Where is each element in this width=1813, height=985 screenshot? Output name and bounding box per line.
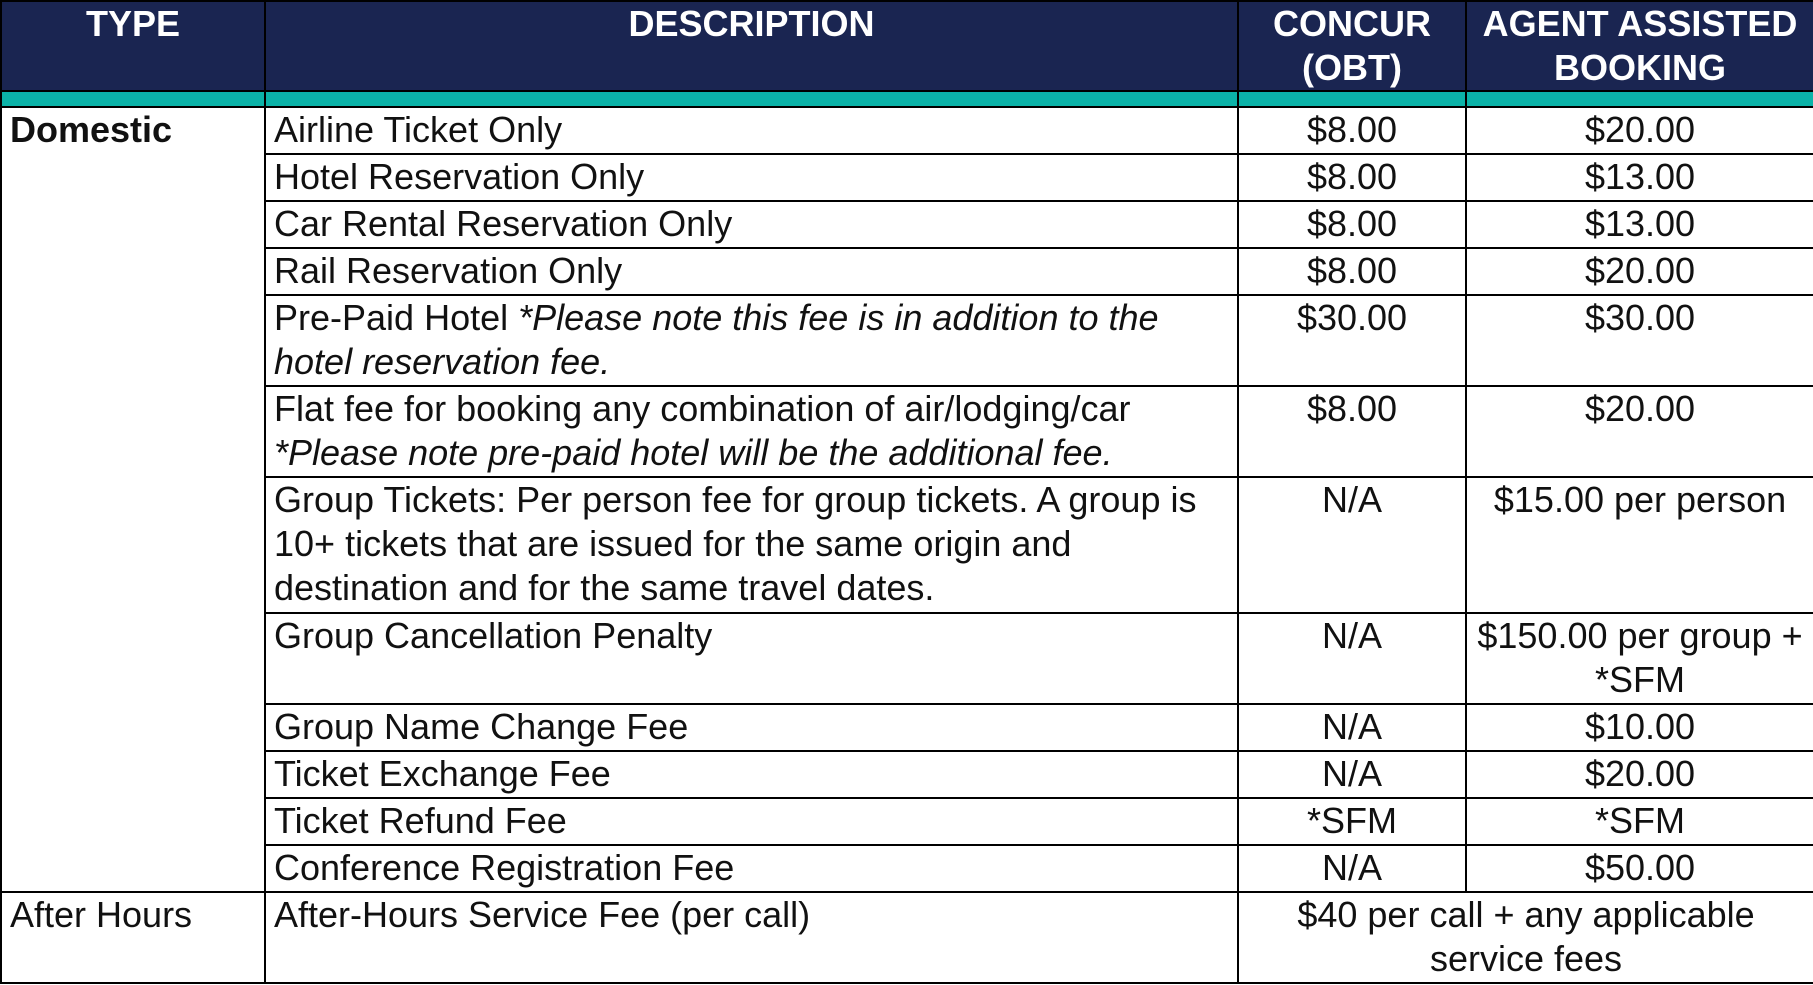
- table-row: [1, 386, 1813, 477]
- header-row: [1, 1, 1813, 91]
- table-row: [1, 704, 1813, 751]
- agent-fee-cell: $13.00: [1466, 201, 1813, 248]
- description-cell: Group Cancellation Penalty: [265, 613, 1238, 704]
- table-row: [1, 154, 1813, 201]
- concur-fee-cell: N/A: [1238, 845, 1466, 892]
- concur-fee-cell: $8.00: [1238, 386, 1466, 477]
- header-agent-assisted: AGENT ASSISTED BOOKING: [1466, 1, 1813, 91]
- agent-fee-cell: $50.00: [1466, 845, 1813, 892]
- agent-fee-cell: $150.00 per group + *SFM: [1466, 613, 1813, 704]
- concur-fee-cell: $8.00: [1238, 107, 1466, 154]
- table-row: [1, 201, 1813, 248]
- table-row: [1, 798, 1813, 845]
- description-cell: Group Tickets: Per person fee for group tickets. A group is 10+ tickets that are issued for the same origin and destination and for the same travel dates.: [265, 477, 1238, 613]
- header-type: TYPE: [1, 1, 265, 91]
- description-cell: Group Name Change Fee: [265, 704, 1238, 751]
- description-cell: Rail Reservation Only: [265, 248, 1238, 295]
- concur-fee-cell: $8.00: [1238, 154, 1466, 201]
- agent-fee-cell: $13.00: [1466, 154, 1813, 201]
- table-row: [1, 295, 1813, 386]
- description-cell: After-Hours Service Fee (per call): [265, 892, 1238, 983]
- accent-divider-row: [1, 91, 1813, 107]
- agent-fee-cell: $30.00: [1466, 295, 1813, 386]
- concur-fee-cell: N/A: [1238, 704, 1466, 751]
- description-cell: Hotel Reservation Only: [265, 154, 1238, 201]
- table-row-after-hours: [1, 892, 1813, 983]
- concur-fee-cell: $8.00: [1238, 248, 1466, 295]
- header-description: DESCRIPTION: [265, 1, 1238, 91]
- concur-fee-cell: N/A: [1238, 751, 1466, 798]
- type-cell-domestic: Domestic: [1, 107, 265, 892]
- table-row: [1, 248, 1813, 295]
- fee-note: *Please note pre-paid hotel will be the additional fee.: [274, 432, 1113, 473]
- description-cell: Conference Registration Fee: [265, 845, 1238, 892]
- type-cell-after-hours: After Hours: [1, 892, 265, 983]
- agent-fee-cell: $20.00: [1466, 248, 1813, 295]
- concur-fee-cell: *SFM: [1238, 798, 1466, 845]
- concur-fee-cell: $30.00: [1238, 295, 1466, 386]
- description-cell: Airline Ticket Only: [265, 107, 1238, 154]
- concur-fee-cell: N/A: [1238, 477, 1466, 613]
- header-concur: CONCUR (OBT): [1238, 1, 1466, 91]
- fee-note: *Please note this fee is in addition to the hotel reservation fee.: [274, 297, 1159, 382]
- agent-fee-cell: $10.00: [1466, 704, 1813, 751]
- agent-fee-cell: $15.00 per person: [1466, 477, 1813, 613]
- agent-fee-cell: $20.00: [1466, 386, 1813, 477]
- description-cell: Flat fee for booking any combination of air/lodging/car *Please note pre-paid hotel will be the additional fee.: [265, 386, 1238, 477]
- combined-fee-cell: $40 per call + any applicable service fees: [1238, 892, 1813, 983]
- concur-fee-cell: N/A: [1238, 613, 1466, 704]
- table-row: [1, 477, 1813, 613]
- table-row: [1, 845, 1813, 892]
- table-row: [1, 107, 1813, 154]
- table-row: [1, 613, 1813, 704]
- agent-fee-cell: $20.00: [1466, 107, 1813, 154]
- description-cell: Ticket Exchange Fee: [265, 751, 1238, 798]
- agent-fee-cell: $20.00: [1466, 751, 1813, 798]
- description-cell: Pre-Paid Hotel *Please note this fee is in addition to the hotel reservation fee.: [265, 295, 1238, 386]
- concur-fee-cell: $8.00: [1238, 201, 1466, 248]
- description-cell: Car Rental Reservation Only: [265, 201, 1238, 248]
- description-cell: Ticket Refund Fee: [265, 798, 1238, 845]
- agent-fee-cell: *SFM: [1466, 798, 1813, 845]
- table-row: [1, 751, 1813, 798]
